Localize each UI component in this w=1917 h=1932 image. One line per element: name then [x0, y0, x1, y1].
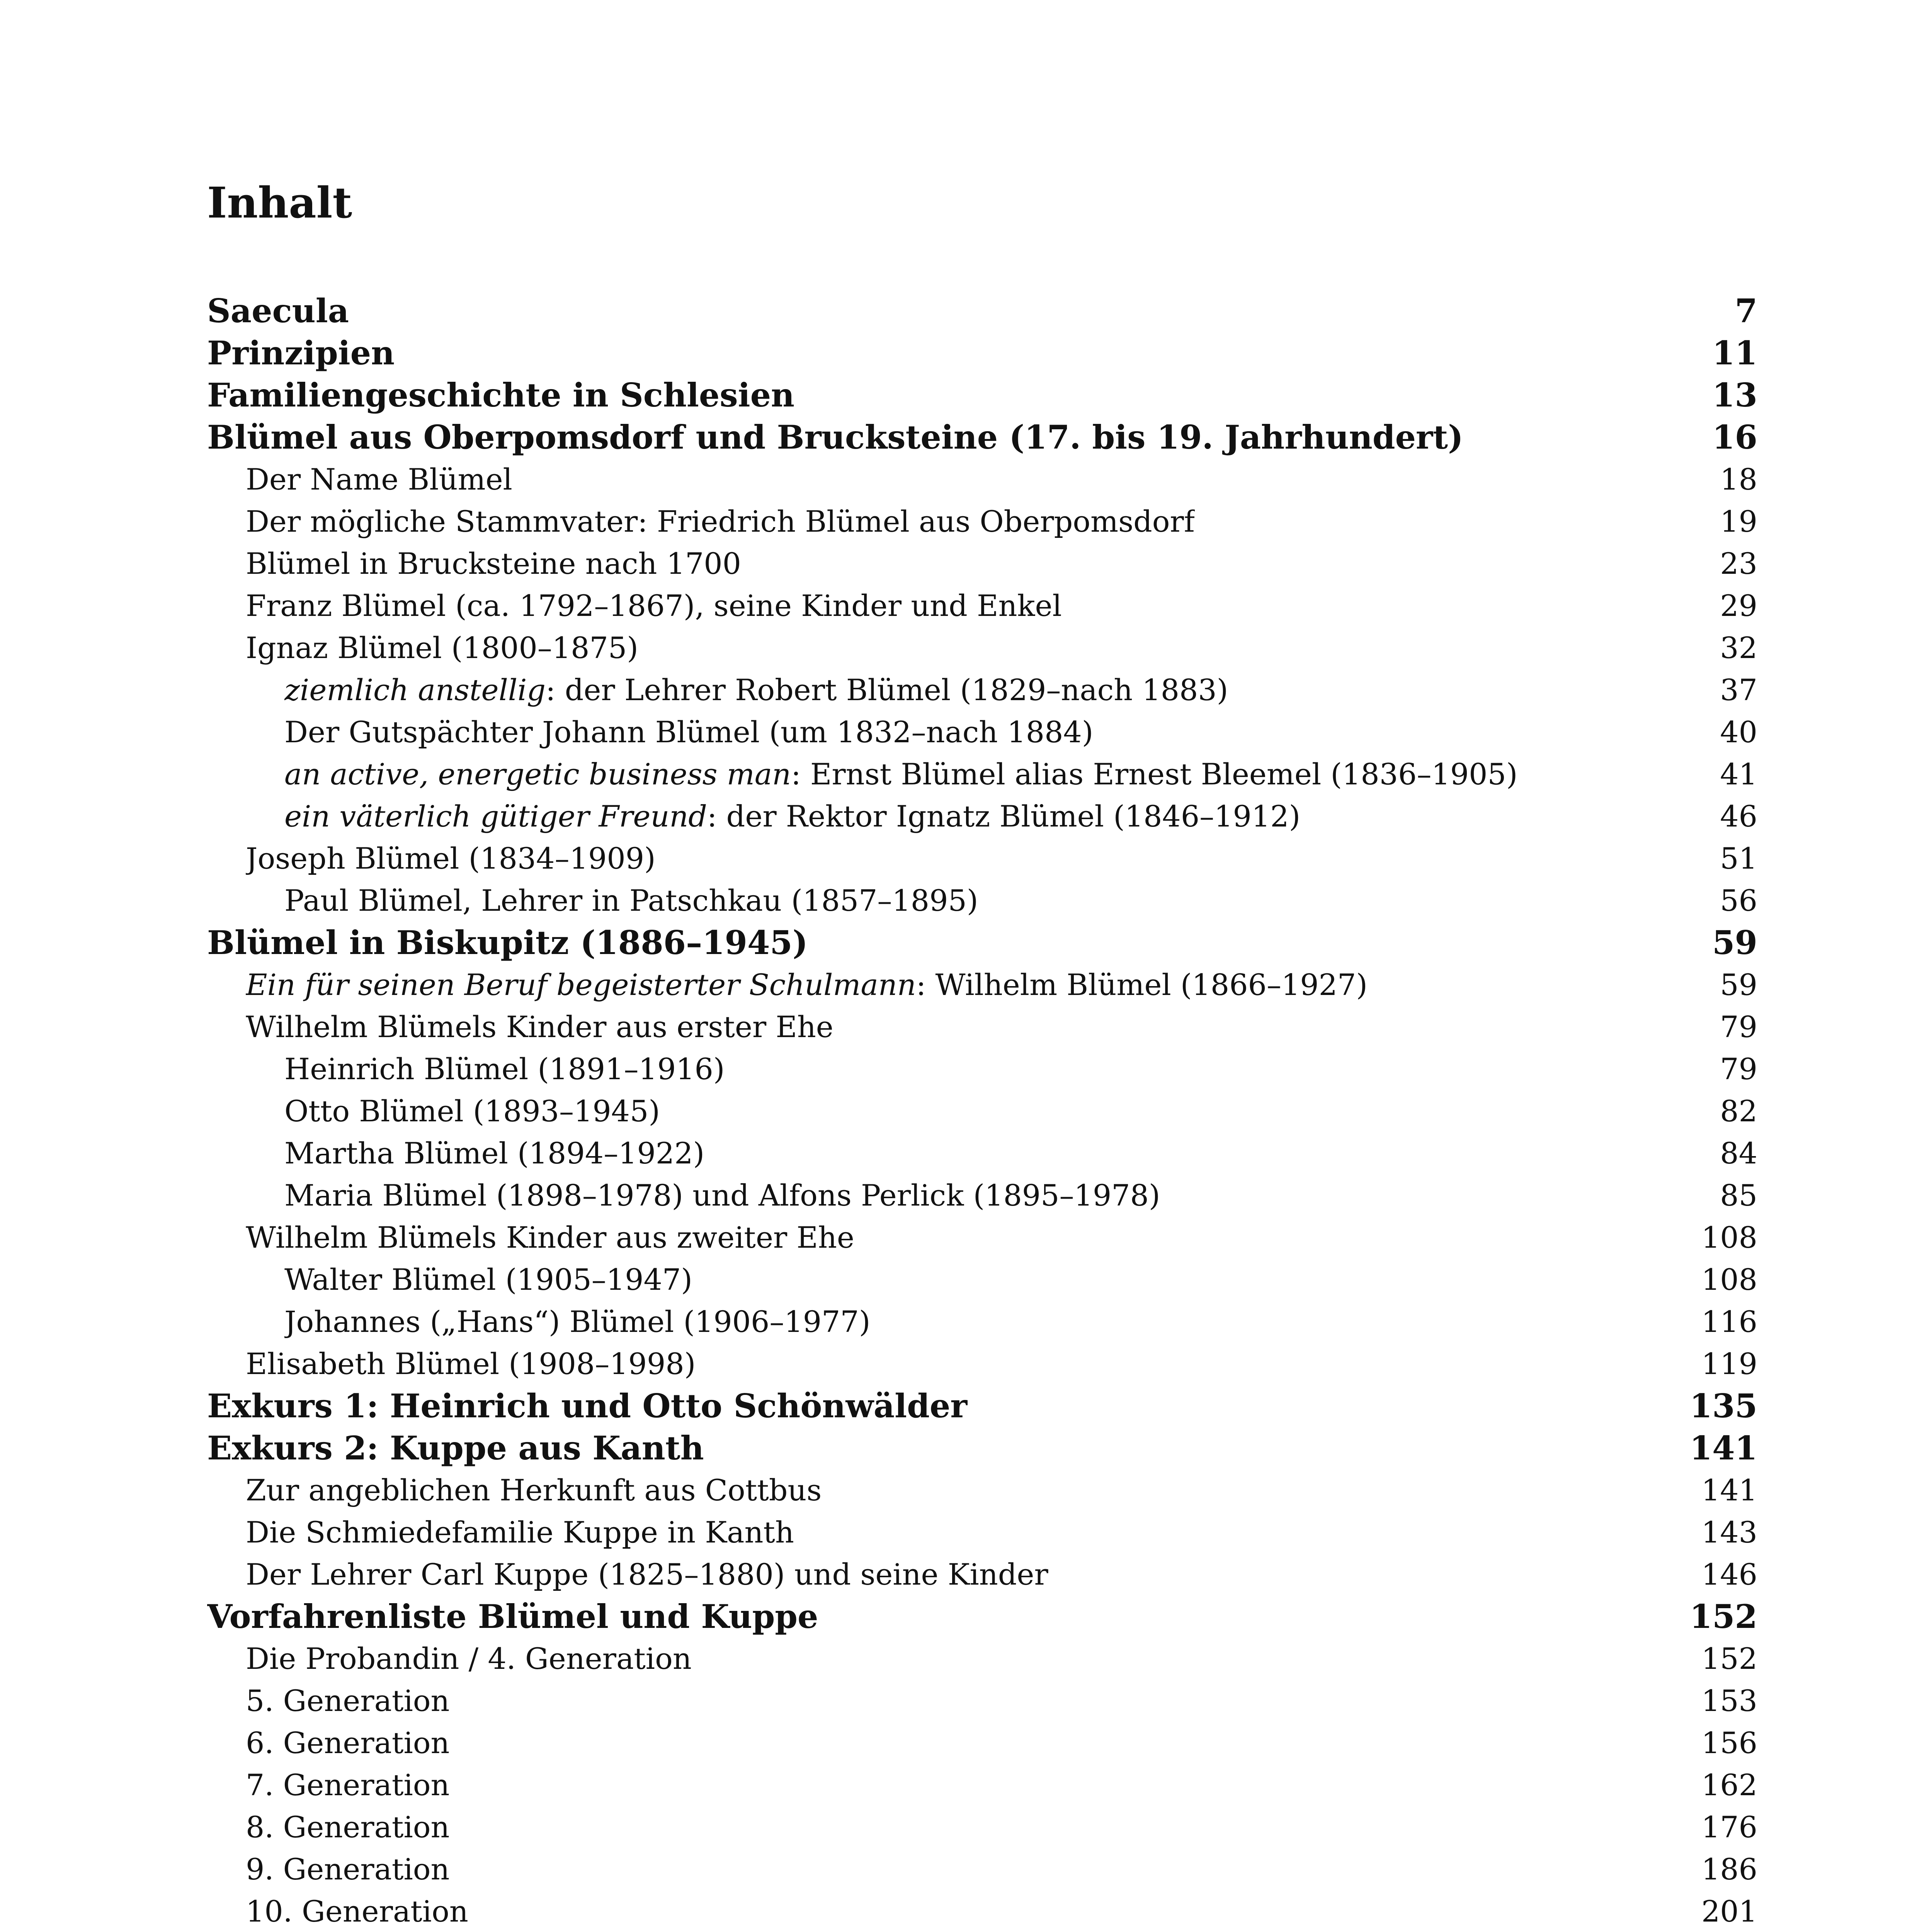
toc-entry-title-italic: an active, energetic business man [284, 757, 791, 791]
toc-entry-page-number: 40 [1720, 715, 1757, 749]
toc-entry-title [246, 837, 656, 879]
toc-chapter-row[interactable] [207, 1427, 1757, 1469]
toc-entry-title-text: Elisabeth Blümel (1908–1998) [246, 1347, 696, 1381]
toc-entry-page-number: 7 [1735, 292, 1757, 330]
toc-entry-title [246, 1680, 449, 1722]
toc-entry-page-number: 59 [1720, 968, 1757, 1002]
toc-entry-title-text: Exkurs 1: Heinrich und Otto Schönwälder [207, 1387, 968, 1425]
toc-entry-page-number: 201 [1701, 1894, 1757, 1929]
toc-entry-page-number: 141 [1701, 1473, 1757, 1507]
toc-entry-title [246, 1638, 692, 1680]
toc-section-row[interactable] [207, 500, 1757, 543]
toc-section-row[interactable] [207, 1553, 1757, 1595]
toc-entry-title [284, 753, 1518, 795]
toc-entry-title-italic: ziemlich anstellig [284, 673, 546, 707]
toc-entry-page-number: 152 [1689, 1597, 1757, 1636]
toc-subsection-row[interactable] [207, 1174, 1757, 1216]
toc-section-row[interactable] [207, 543, 1757, 585]
toc-entry-page-number: 19 [1720, 504, 1757, 539]
toc-entry-title [207, 922, 808, 964]
toc-chapter-row[interactable] [207, 1385, 1757, 1427]
toc-entry-title-text: Vorfahrenliste Blümel und Kuppe [207, 1597, 818, 1636]
toc-subsection-row[interactable] [207, 753, 1757, 795]
toc-entry-title-text: Zur angeblichen Herkunft aus Cottbus [246, 1473, 822, 1507]
toc-section-row[interactable] [207, 1006, 1757, 1048]
toc-entry-title [246, 1806, 449, 1848]
toc-entry-title-text: Blümel aus Oberpomsdorf und Brucksteine (17. bis 19. Jahrhundert) [207, 418, 1463, 456]
toc-entry-title [284, 1259, 692, 1301]
toc-entry-title-italic: Ein für seinen Beruf begeisterter Schulmann [246, 968, 916, 1002]
toc-entry-title-text: 10. Generation [246, 1894, 468, 1929]
toc-entry-title [284, 1048, 725, 1090]
toc-entry-title-text: 7. Generation [246, 1768, 450, 1802]
toc-entry-title [246, 627, 638, 669]
toc-entry-title-text: Wilhelm Blümels Kinder aus erster Ehe [246, 1010, 833, 1044]
toc-entry-title [207, 290, 349, 332]
toc-entry-page-number: 16 [1712, 418, 1757, 456]
toc-entry-page-number: 56 [1720, 883, 1757, 918]
toc-subsection-row[interactable] [207, 1132, 1757, 1174]
toc-entry-title-text: : der Rektor Ignatz Blümel (1846–1912) [707, 799, 1301, 833]
toc-entry-title-text: Blümel in Biskupitz (1886–1945) [207, 923, 808, 962]
toc-entry-title-text: Die Probandin / 4. Generation [246, 1641, 692, 1676]
toc-entry-page-number: 18 [1720, 462, 1757, 497]
toc-entry-title [284, 1090, 660, 1132]
toc-entry-title-text: Joseph Blümel (1834–1909) [246, 841, 656, 876]
toc-entry-page-number: 153 [1701, 1684, 1757, 1718]
toc-entry-page-number: 141 [1689, 1429, 1757, 1467]
toc-subsection-row[interactable] [207, 669, 1757, 711]
toc-section-row[interactable] [207, 627, 1757, 669]
toc-section-row[interactable] [207, 1764, 1757, 1806]
toc-entry-title [207, 332, 395, 374]
toc-entry-title [284, 669, 1228, 711]
toc-entry-title [207, 1427, 704, 1469]
toc-entry-page-number: 59 [1712, 923, 1757, 962]
toc-entry-title-text: : der Lehrer Robert Blümel (1829–nach 1883) [546, 673, 1228, 707]
toc-entry-title [207, 374, 794, 416]
toc-section-row[interactable] [207, 1469, 1757, 1511]
toc-entry-title-text: Wilhelm Blümels Kinder aus zweiter Ehe [246, 1220, 854, 1255]
toc-entry-page-number: 32 [1720, 631, 1757, 665]
toc-entry-title [284, 1132, 704, 1174]
toc-entry-title-text: 8. Generation [246, 1810, 450, 1844]
toc-entry-page-number: 29 [1720, 588, 1757, 623]
toc-entry-page-number: 152 [1701, 1641, 1757, 1676]
toc-subsection-row[interactable] [207, 795, 1757, 837]
toc-entry-title [284, 1174, 1160, 1216]
toc-subsection-row[interactable] [207, 1259, 1757, 1301]
toc-entry-title [246, 543, 741, 585]
toc-entry-title-text: Heinrich Blümel (1891–1916) [284, 1052, 725, 1086]
toc-entry-page-number: 119 [1701, 1347, 1757, 1381]
toc-subsection-row[interactable] [207, 1090, 1757, 1132]
toc-section-row[interactable] [207, 1343, 1757, 1385]
toc-entry-title-text: Familiengeschichte in Schlesien [207, 376, 795, 414]
toc-chapter-row[interactable] [207, 416, 1757, 458]
toc-chapter-row[interactable] [207, 332, 1757, 374]
toc-section-row[interactable] [207, 1680, 1757, 1722]
toc-entry-title [207, 1595, 818, 1638]
toc-subsection-row[interactable] [207, 711, 1757, 753]
toc-entry-title-text: Der Name Blümel [246, 462, 512, 497]
toc-entry-title-text: Martha Blümel (1894–1922) [284, 1136, 705, 1170]
toc-entry-title [246, 1469, 822, 1511]
toc-entry-title-text: Walter Blümel (1905–1947) [284, 1262, 692, 1297]
toc-entry-title [246, 500, 1195, 543]
toc-chapter-row[interactable] [207, 290, 1757, 332]
toc-section-row[interactable] [207, 1890, 1757, 1932]
toc-entry-title [246, 1006, 833, 1048]
toc-entry-page-number: 135 [1689, 1387, 1757, 1425]
toc-section-row[interactable] [207, 1638, 1757, 1680]
toc-entry-page-number: 156 [1701, 1726, 1757, 1760]
toc-chapter-row[interactable] [207, 1595, 1757, 1638]
toc-entry-title-text: 6. Generation [246, 1726, 450, 1760]
toc-entry-title-text: : Wilhelm Blümel (1866–1927) [916, 968, 1368, 1002]
toc-section-row[interactable] [207, 1511, 1757, 1553]
toc-chapter-row[interactable] [207, 374, 1757, 416]
toc-subsection-row[interactable] [207, 1301, 1757, 1343]
toc-entry-title-text: Der Lehrer Carl Kuppe (1825–1880) und seine Kinder [246, 1557, 1048, 1592]
toc-section-row[interactable] [207, 964, 1757, 1006]
toc-entry-title-text: Otto Blümel (1893–1945) [284, 1094, 660, 1128]
toc-entry-title-italic: ein väterlich gütiger Freund [284, 799, 707, 833]
toc-entry-page-number: 13 [1712, 376, 1757, 414]
toc-entry-page-number: 37 [1720, 673, 1757, 707]
toc-section-row[interactable] [207, 1848, 1757, 1890]
toc-entry-page-number: 23 [1720, 546, 1757, 581]
toc-entry-title [246, 1764, 449, 1806]
toc-entry-title [284, 879, 978, 922]
toc-entry-title-text: Maria Blümel (1898–1978) und Alfons Perlick (1895–1978) [284, 1178, 1160, 1213]
toc-entry-title-text: Blümel in Brucksteine nach 1700 [246, 546, 742, 581]
toc-section-row[interactable] [207, 458, 1757, 500]
toc-entry-title [207, 416, 1463, 458]
toc-entry-title-text: Exkurs 2: Kuppe aus Kanth [207, 1429, 704, 1467]
toc-entry-title-text: 5. Generation [246, 1684, 450, 1718]
toc-entry-page-number: 85 [1720, 1178, 1757, 1213]
toc-entry-title [246, 1722, 449, 1764]
toc-section-row[interactable] [207, 585, 1757, 627]
toc-entry-title-text: Der mögliche Stammvater: Friedrich Blümel aus Oberpomsdorf [246, 504, 1195, 539]
toc-entry-page-number: 146 [1701, 1557, 1757, 1592]
toc-entry-page-number: 51 [1720, 841, 1757, 876]
toc-entry-title-text: Prinzipien [207, 334, 395, 372]
toc-entry-title-text: Paul Blümel, Lehrer in Patschkau (1857–1895) [284, 883, 978, 918]
toc-entry-page-number: 41 [1720, 757, 1757, 791]
toc-entry-title [246, 964, 1368, 1006]
toc-entry-page-number: 79 [1720, 1052, 1757, 1086]
toc-section-row[interactable] [207, 1806, 1757, 1848]
toc-entry-page-number: 46 [1720, 799, 1757, 833]
toc-entry-title-text: Ignaz Blümel (1800–1875) [246, 631, 638, 665]
toc-entry-title [246, 1343, 696, 1385]
toc-entry-title-text: Saecula [207, 292, 349, 330]
toc-entry-title [246, 1216, 854, 1259]
toc-chapter-row[interactable] [207, 922, 1757, 964]
toc-entry-page-number: 176 [1701, 1810, 1757, 1844]
toc-entry-title-text: : Ernst Blümel alias Ernest Bleemel (1836–1905) [791, 757, 1518, 791]
toc-entry-title [246, 1848, 449, 1890]
toc-section-row[interactable] [207, 1722, 1757, 1764]
toc-entry-page-number: 79 [1720, 1010, 1757, 1044]
page-title: Inhalt [207, 178, 352, 228]
toc-entry-page-number: 108 [1701, 1220, 1757, 1255]
toc-entry-title [246, 1511, 794, 1553]
toc-subsection-row[interactable] [207, 879, 1757, 922]
toc-section-row[interactable] [207, 837, 1757, 879]
toc-entry-title-text: Johannes („Hans“) Blümel (1906–1977) [284, 1304, 871, 1339]
toc-entry-title-text: 9. Generation [246, 1852, 450, 1886]
toc-entry-page-number: 162 [1701, 1768, 1757, 1802]
toc-entry-page-number: 82 [1720, 1094, 1757, 1128]
toc-entry-page-number: 108 [1701, 1262, 1757, 1297]
toc-entry-page-number: 116 [1701, 1304, 1757, 1339]
toc-entry-page-number: 11 [1712, 334, 1757, 372]
toc-entry-page-number: 143 [1701, 1515, 1757, 1549]
toc-entry-title [246, 585, 1062, 627]
toc-entry-page-number: 84 [1720, 1136, 1757, 1170]
toc-subsection-row[interactable] [207, 1048, 1757, 1090]
toc-entry-title-text: Franz Blümel (ca. 1792–1867), seine Kinder und Enkel [246, 588, 1062, 623]
toc-entry-title [284, 795, 1300, 837]
toc-section-row[interactable] [207, 1216, 1757, 1259]
toc-entry-title [246, 1553, 1048, 1595]
toc-entry-page-number: 186 [1701, 1852, 1757, 1886]
toc-entry-title [284, 711, 1093, 753]
toc-entry-title [246, 458, 512, 500]
toc-entry-title [207, 1385, 968, 1427]
toc-entry-title-text: Der Gutspächter Johann Blümel (um 1832–nach 1884) [284, 715, 1094, 749]
toc-entry-title [284, 1301, 870, 1343]
table-of-contents [207, 290, 1757, 1932]
toc-entry-title [246, 1890, 468, 1932]
toc-entry-title-text: Die Schmiedefamilie Kuppe in Kanth [246, 1515, 794, 1549]
